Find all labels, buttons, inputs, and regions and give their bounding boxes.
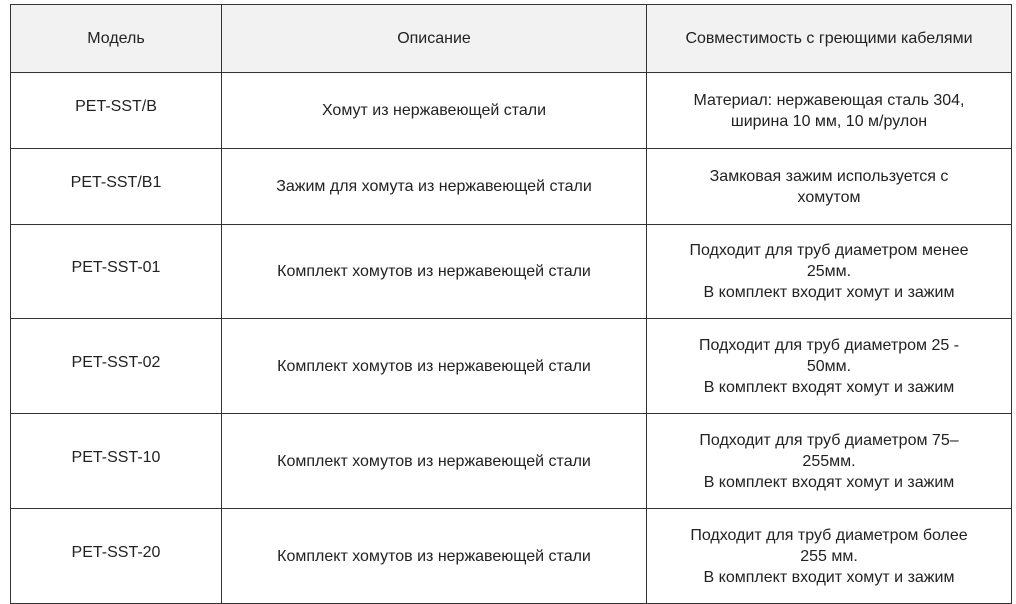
cell-description: Зажим для хомута из нержавеющей стали <box>222 149 647 225</box>
compat-line: 255 мм. <box>800 547 858 565</box>
cell-compatibility <box>647 149 1012 225</box>
table-row <box>11 225 1012 319</box>
compat-line: Подходит для труб диаметром 25 - <box>698 336 960 354</box>
header-model: Модель <box>11 5 222 73</box>
header-description: Описание <box>222 5 647 73</box>
cell-model: PET-SST-20 <box>11 509 222 604</box>
cell-compatibility <box>647 509 1012 604</box>
cell-description: Комплект хомутов из нержавеющей стали <box>222 225 647 319</box>
cell-compatibility <box>647 414 1012 509</box>
table-header-row <box>11 5 1012 73</box>
compat-line: В комплект входят хомут и зажим <box>703 378 955 396</box>
cell-description: Комплект хомутов из нержавеющей стали <box>222 319 647 414</box>
table-row <box>11 414 1012 509</box>
compat-line: Подходит для труб диаметром 75– <box>699 431 959 449</box>
compat-line: В комплект входят хомут и зажим <box>703 473 955 491</box>
cell-model: PET-SST/B1 <box>11 149 222 225</box>
cell-description: Комплект хомутов из нержавеющей стали <box>222 509 647 604</box>
cell-compatibility <box>647 73 1012 149</box>
compat-line: Замковая зажим используется с <box>709 167 949 185</box>
product-table <box>10 4 1012 604</box>
compat-line: В комплект входит хомут и зажим <box>703 568 955 586</box>
cell-compatibility <box>647 225 1012 319</box>
compat-line: 50мм. <box>806 357 852 375</box>
cell-model: PET-SST/B <box>11 73 222 149</box>
header-compatibility: Совместимость с греющими кабелями <box>647 5 1012 73</box>
table-row <box>11 73 1012 149</box>
table-row <box>11 149 1012 225</box>
table-row <box>11 509 1012 604</box>
product-table-container <box>10 4 1011 604</box>
cell-model: PET-SST-02 <box>11 319 222 414</box>
compat-line: В комплект входит хомут и зажим <box>703 284 955 301</box>
compat-line: Материал: нержавеющая сталь 304, <box>693 91 965 109</box>
compat-line: 255мм. <box>802 452 856 470</box>
compat-line: Подходит для труб диаметром более <box>690 526 968 544</box>
cell-model: PET-SST-10 <box>11 414 222 509</box>
cell-model: PET-SST-01 <box>11 225 222 319</box>
cell-compatibility <box>647 319 1012 414</box>
cell-description: Комплект хомутов из нержавеющей стали <box>222 414 647 509</box>
table-row <box>11 319 1012 414</box>
compat-line: ширина 10 мм, 10 м/рулон <box>730 112 928 130</box>
compat-line: 25мм. <box>806 263 852 280</box>
compat-line: хомутом <box>797 188 861 206</box>
compat-line: Подходит для труб диаметром менее <box>689 242 969 259</box>
cell-description: Хомут из нержавеющей стали <box>222 73 647 149</box>
